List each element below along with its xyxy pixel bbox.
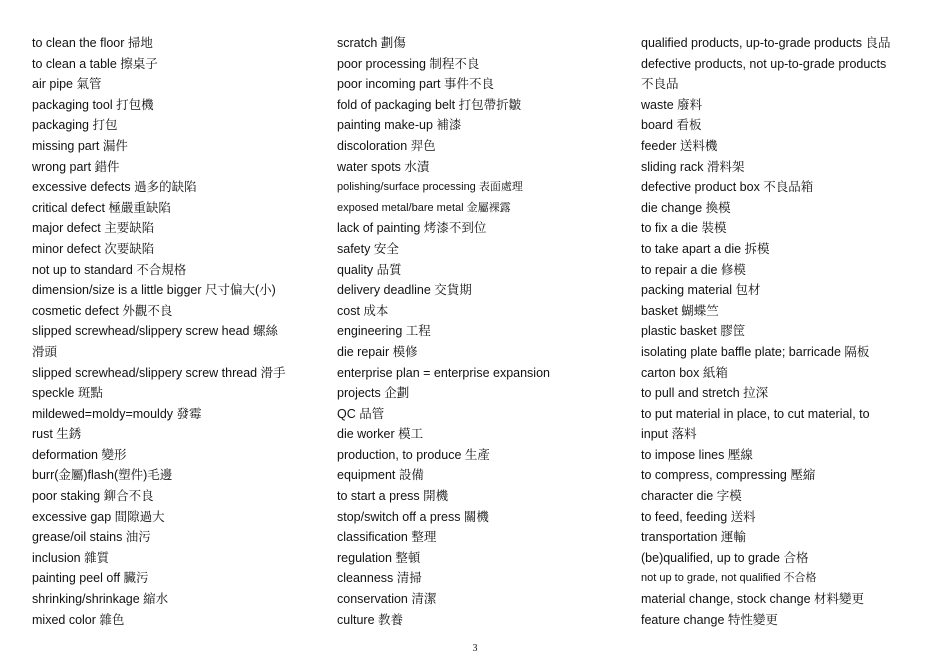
glossary-line: defective products, not up-to-grade products xyxy=(641,56,887,71)
glossary-line: rust 生銹 xyxy=(32,427,82,442)
glossary-line: painting make-up 補漆 xyxy=(337,118,462,133)
glossary-line: polishing/surface processing 表面處理 xyxy=(337,181,523,194)
glossary-line: die repair 模修 xyxy=(337,344,418,359)
glossary-line: cleanness 清掃 xyxy=(337,571,422,586)
glossary-line: plastic basket 膠筐 xyxy=(641,324,746,339)
glossary-line: mildewed=moldy=mouldy 發霉 xyxy=(32,406,202,421)
glossary-line: not up to grade, not qualified 不合格 xyxy=(641,572,817,585)
glossary-line: input 落料 xyxy=(641,427,697,442)
glossary-line: defective product box 不良品箱 xyxy=(641,180,814,195)
glossary-line: to put material in place, to cut material, to xyxy=(641,406,870,421)
glossary-line: to take apart a die 拆模 xyxy=(641,241,770,256)
glossary-line: cost 成本 xyxy=(337,303,389,318)
glossary-line: 滑頭 xyxy=(32,344,58,359)
glossary-line: board 看板 xyxy=(641,118,702,133)
glossary-line: not up to standard 不合規格 xyxy=(32,262,187,277)
glossary-line: basket 蝴蝶竺 xyxy=(641,303,719,318)
glossary-line: slipped screwhead/slippery screw head 螺絲 xyxy=(32,324,278,339)
glossary-line: material change, stock change 材料變更 xyxy=(641,592,865,607)
glossary-line: critical defect 極嚴重缺陷 xyxy=(32,200,171,215)
glossary-line: feature change 特性變更 xyxy=(641,612,778,627)
column-2 xyxy=(337,33,617,630)
glossary-line: 不良品 xyxy=(641,77,679,92)
glossary-line: delivery deadline 交貨期 xyxy=(337,283,472,298)
glossary-line: equipment 設備 xyxy=(337,468,424,483)
glossary-line: stop/switch off a press 關機 xyxy=(337,509,489,524)
glossary-line: major defect 主要缺陷 xyxy=(32,221,155,236)
glossary-line: poor incoming part 事件不良 xyxy=(337,77,495,92)
glossary-line: air pipe 氣管 xyxy=(32,77,102,92)
glossary-line: excessive defects 過多的缺陷 xyxy=(32,180,197,195)
page-number: 3 xyxy=(472,643,478,654)
glossary-line: poor staking 鉚合不良 xyxy=(32,489,154,504)
glossary-line: water spots 水漬 xyxy=(337,159,430,174)
glossary-line: exposed metal/bare metal 金屬裸露 xyxy=(337,201,511,214)
glossary-line: packaging 打包 xyxy=(32,118,118,133)
glossary-line: enterprise plan = enterprise expansion xyxy=(337,365,550,380)
glossary-line: packing material 包材 xyxy=(641,283,761,298)
glossary-line: to start a press 開機 xyxy=(337,489,449,504)
glossary-line: fold of packaging belt 打包帶折皺 xyxy=(337,97,522,112)
glossary-line: culture 教養 xyxy=(337,612,403,627)
glossary-line: engineering 工程 xyxy=(337,324,431,339)
glossary-line: shrinking/shrinkage 縮水 xyxy=(32,592,169,607)
glossary-line: (be)qualified, up to grade 合格 xyxy=(641,550,809,565)
column-3 xyxy=(641,33,926,630)
glossary-line: die change 換模 xyxy=(641,200,731,215)
glossary-line: safety 安全 xyxy=(337,241,399,256)
glossary-line: slipped screwhead/slippery screw thread 滑手 xyxy=(32,365,286,380)
glossary-line: inclusion 雜質 xyxy=(32,550,110,565)
glossary-line: grease/oil stains 油污 xyxy=(32,530,151,545)
glossary-line: to pull and stretch 拉深 xyxy=(641,386,769,401)
column-1 xyxy=(32,33,312,630)
glossary-line: regulation 整頓 xyxy=(337,550,421,565)
glossary-line: minor defect 次要缺陷 xyxy=(32,241,155,256)
glossary-line: character die 字模 xyxy=(641,489,742,504)
glossary-line: QC 品管 xyxy=(337,406,385,421)
glossary-line: missing part 漏件 xyxy=(32,138,128,153)
glossary-line: speckle 斑點 xyxy=(32,386,103,401)
glossary-line: carton box 紙箱 xyxy=(641,365,728,380)
glossary-line: quality 品質 xyxy=(337,262,402,277)
glossary-line: to feed, feeding 送料 xyxy=(641,509,756,524)
glossary-line: dimension/size is a little bigger 尺寸偏大(小) xyxy=(32,283,276,298)
glossary-line: to clean a table 擦桌子 xyxy=(32,56,158,71)
glossary-line: burr(金屬)flash(塑件)毛邊 xyxy=(32,468,173,483)
glossary-line: to fix a die 裝模 xyxy=(641,221,727,236)
glossary-line: to impose lines 壓線 xyxy=(641,447,753,462)
glossary-line: sliding rack 滑料架 xyxy=(641,159,745,174)
glossary-line: classification 整理 xyxy=(337,530,437,545)
glossary-line: packaging tool 打包機 xyxy=(32,97,154,112)
glossary-line: mixed color 雜色 xyxy=(32,612,125,627)
glossary-line: deformation 變形 xyxy=(32,447,127,462)
glossary-line: waste 廢料 xyxy=(641,97,703,112)
glossary-line: excessive gap 間隙過大 xyxy=(32,509,165,524)
glossary-line: wrong part 錯件 xyxy=(32,159,120,174)
glossary-line: projects 企劃 xyxy=(337,386,410,401)
glossary-line: cosmetic defect 外觀不良 xyxy=(32,303,173,318)
glossary-line: scratch 劃傷 xyxy=(337,36,406,50)
glossary-line: to compress, compressing 壓縮 xyxy=(641,468,816,483)
glossary-line: isolating plate baffle plate; barricade 隔板 xyxy=(641,344,870,359)
glossary-line: to repair a die 修模 xyxy=(641,262,746,277)
glossary-line: poor processing 制程不良 xyxy=(337,56,480,71)
glossary-line: to clean the floor 掃地 xyxy=(32,36,153,50)
glossary-line: lack of painting 烤漆不到位 xyxy=(337,221,487,236)
glossary-line: feeder 送料機 xyxy=(641,138,718,153)
glossary-line: transportation 運輸 xyxy=(641,530,746,545)
glossary-line: conservation 清潔 xyxy=(337,592,437,607)
glossary-line: discoloration 羿色 xyxy=(337,138,436,153)
glossary-line: die worker 模工 xyxy=(337,427,424,442)
glossary-line: qualified products, up-to-grade products 良品 xyxy=(641,36,891,50)
glossary-line: production, to produce 生產 xyxy=(337,447,490,462)
glossary-line: painting peel off 臟污 xyxy=(32,571,149,586)
